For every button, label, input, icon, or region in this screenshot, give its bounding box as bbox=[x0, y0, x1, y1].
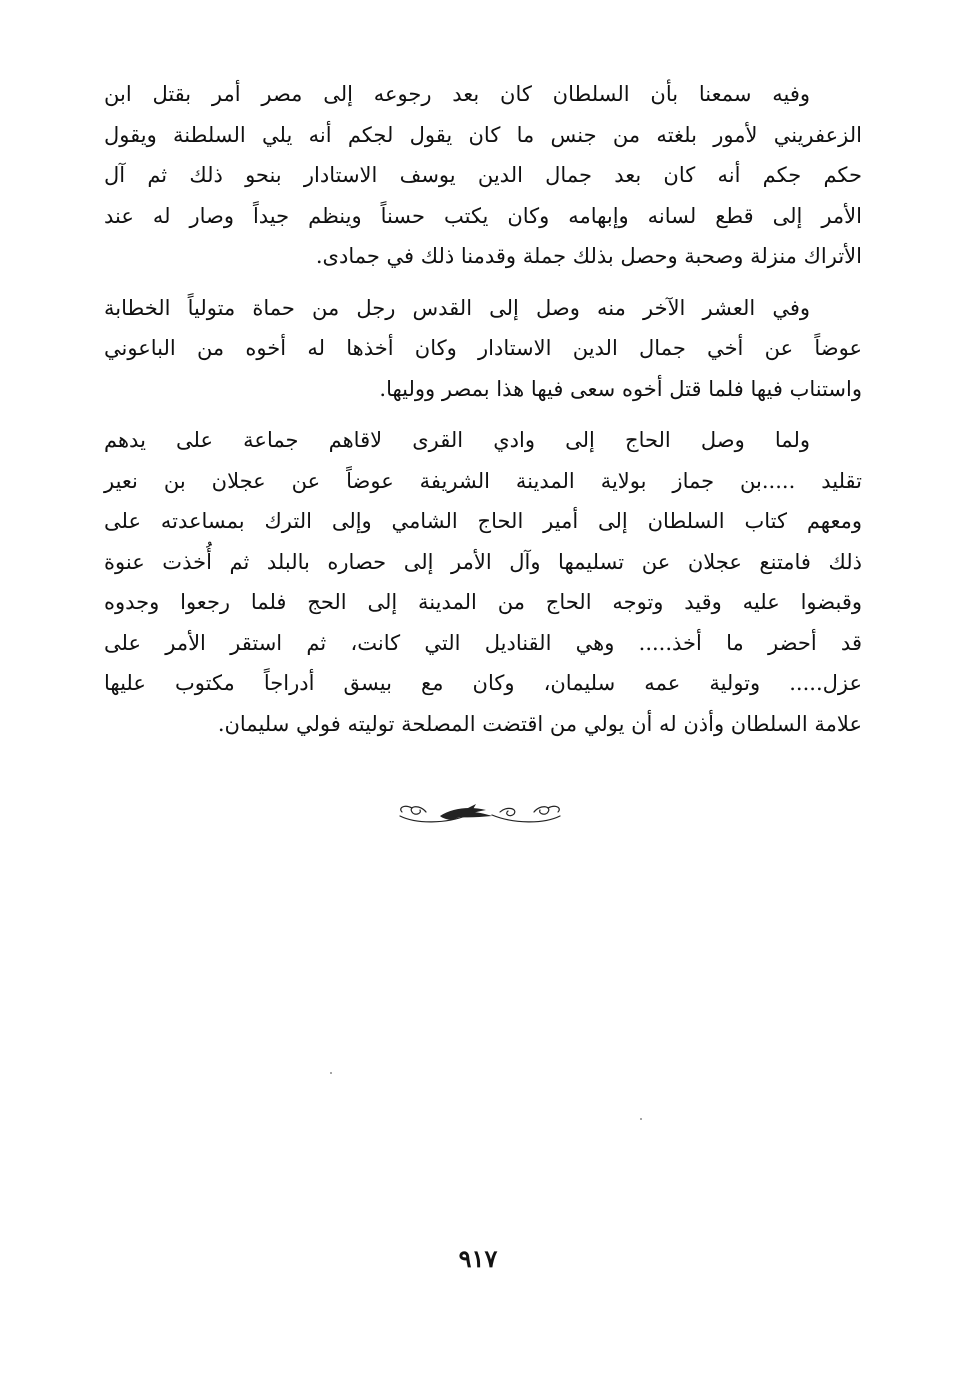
text-line: الأمر إلى قطع لسانه وإبهامه وكان يكتب حسناً وينظم جيداً وصار له عند bbox=[104, 203, 862, 228]
paragraph-3 bbox=[104, 420, 862, 744]
text-line: عزل..... وتولية عمه سليمان، وكان مع بيسق أدراجاً مكتوب عليها bbox=[104, 671, 862, 695]
text-line: علامة السلطان وأذن له أن يولي من اقتضت المصلحة توليته فولي سليمان. bbox=[217, 711, 862, 736]
text-line: حكم جكم أنه كان بعد جمال الدين يوسف الاستادار بنحو ذلك ثم آل bbox=[104, 163, 862, 187]
text-line: عوضاً عن أخي جمال الدين الاستادار وكان أخذها له أخوه من الباعوني bbox=[104, 336, 862, 360]
text-line: قد أحضر ما أخذ..... وهي القناديل التي كانت، ثم استقر الأمر على bbox=[104, 630, 862, 655]
text-line: وفي العشر الآخر منه وصل إلى القدس رجل من حماة متولياً الخطابة bbox=[104, 295, 810, 320]
text-line: الأتراك منزلة وصحبة وحصل بذلك جملة وقدمنا ذلك في جمادى. bbox=[315, 244, 862, 268]
text-line: واستناب فيها فلما قتل أخوه سعى فيها هذا بمصر ووليها. bbox=[379, 376, 862, 401]
body-text bbox=[104, 74, 862, 755]
text-line: ولما وصل الحاج إلى وادي القرى لاقاهم جماعة على يدهم bbox=[104, 428, 810, 452]
page-number: ٩١٧ bbox=[458, 1244, 498, 1273]
scan-speck bbox=[640, 1118, 642, 1120]
text-line: ومعهم كتاب السلطان إلى أمير الحاج الشامي وإلى الترك بمساعدته على bbox=[104, 509, 862, 533]
scan-speck bbox=[330, 1072, 332, 1074]
text-line: الزعفريني لأمور بلغته من جنس ما كان يقول لجكم أنه يلي السلطنة ويقول bbox=[104, 122, 862, 147]
text-line: وقبضوا عليه وقيد وتوجه الحاج من المدينة إلى الحج فلما رجعوا وجدوه bbox=[104, 590, 862, 614]
text-line: ذلك فامتنع عجلان عن تسليمها وآل الأمر إلى حصاره بالبلد ثم أُخذت عنوة bbox=[104, 549, 862, 574]
paragraph-2 bbox=[104, 288, 862, 410]
paragraph-1 bbox=[104, 74, 862, 277]
text-line: وفيه سمعنا بأن السلطان كان بعد رجوعه إلى مصر أمر بقتل ابن bbox=[104, 82, 810, 106]
text-line: تقليد .....بن جماز بولاية المدينة الشريفة عوضاً عن عجلان بن نعير bbox=[104, 468, 862, 493]
flourish-ornament-icon bbox=[396, 798, 564, 830]
